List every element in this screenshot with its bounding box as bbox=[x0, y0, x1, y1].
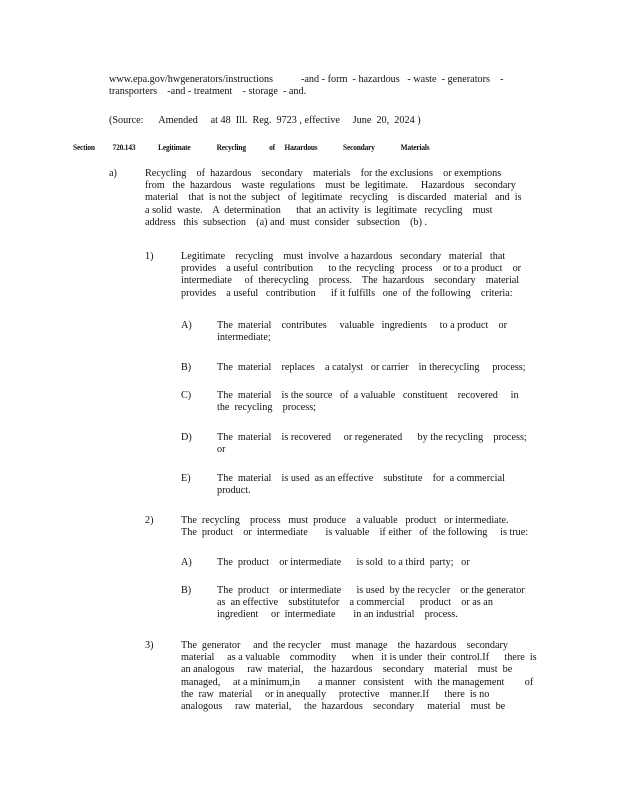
item-2-text: The recycling process must produce a valuable product or intermediate. The product or intermediate is valuable if either of the following is true: bbox=[181, 515, 529, 539]
criterion-text: The product or intermediate is used by the recycler or the generator as an effective substitutefor a commercial product or as an ingredient or intermediate in an industrial process. bbox=[217, 585, 525, 621]
section-title-word: Hazardous bbox=[284, 142, 318, 152]
section-title-word: Secondary bbox=[343, 142, 375, 152]
section-title-word: of bbox=[269, 142, 275, 152]
criterion-label: C) bbox=[181, 390, 192, 401]
item-2-label: 2) bbox=[145, 515, 154, 526]
intro-url-text bbox=[109, 74, 504, 98]
subsection-a-text: Recycling of hazardous secondary materials for the exclusions or exemptions from the hazardous waste regulations must be legitimate. Hazardous secondary material that is not the subject of legitimate recycling is discarded material and is a solid waste. A determination that an activity is legitimate recycling must address this subsection (a) and must consider subsection (b) . bbox=[145, 168, 522, 228]
section-title-word: Materials bbox=[400, 142, 430, 152]
section-label: Section bbox=[73, 142, 95, 152]
criterion-label: E) bbox=[181, 473, 191, 484]
criterion-label: B) bbox=[181, 585, 192, 596]
source-note: (Source: Amended at 48 Ill. Reg. 9723 , effective June 20, 2024 ) bbox=[109, 115, 421, 126]
criterion-label: B) bbox=[181, 362, 192, 373]
section-title-word: Recycling bbox=[216, 142, 246, 152]
criterion-label: A) bbox=[181, 557, 192, 568]
criterion-text: The material is the source of a valuable constituent recovered in the recycling process; bbox=[217, 390, 519, 414]
criterion-text: The material contributes valuable ingredients to a product or intermediate; bbox=[217, 320, 507, 344]
criterion-text: The product or intermediate is sold to a third party; or bbox=[217, 557, 470, 568]
item-3-text: The generator and the recycler must manage the hazardous secondary material as a valuable commodity when it is under their control.If there is an analogous raw material, the hazardous secondary material must be managed, at a minimum,in a manner consistent with the management of the raw material or in anequally protective manner.If there is no analogous raw material, the hazardous secondary material must be bbox=[181, 640, 537, 713]
criterion-text: The material is recovered or regenerated by the recycling process; or bbox=[217, 432, 527, 456]
criterion-label: D) bbox=[181, 432, 192, 443]
intro-line: www.epa.gov/hwgenerators/instructions -and - form - hazardous - waste - generators - bbox=[109, 74, 504, 85]
criterion-label: A) bbox=[181, 320, 192, 331]
item-1-text: Legitimate recycling must involve a hazardous secondary material that provides a useful contribution to the recycling process or to a product or intermediate of therecycling process. The hazardous secondary material provides a useful contribution if it fulfills one of the following criteria: bbox=[181, 251, 522, 299]
item-3-label: 3) bbox=[145, 640, 154, 651]
intro-line: transporters -and - treatment - storage - and. bbox=[109, 86, 307, 98]
section-title-word: Legitimate bbox=[158, 142, 191, 152]
subsection-a-label: a) bbox=[109, 168, 117, 179]
section-number: 720.143 bbox=[112, 142, 136, 152]
item-1-label: 1) bbox=[145, 251, 154, 262]
criterion-text: The material is used as an effective substitute for a commercial product. bbox=[217, 473, 505, 497]
criterion-text: The material replaces a catalyst or carrier in therecycling process; bbox=[217, 362, 526, 373]
